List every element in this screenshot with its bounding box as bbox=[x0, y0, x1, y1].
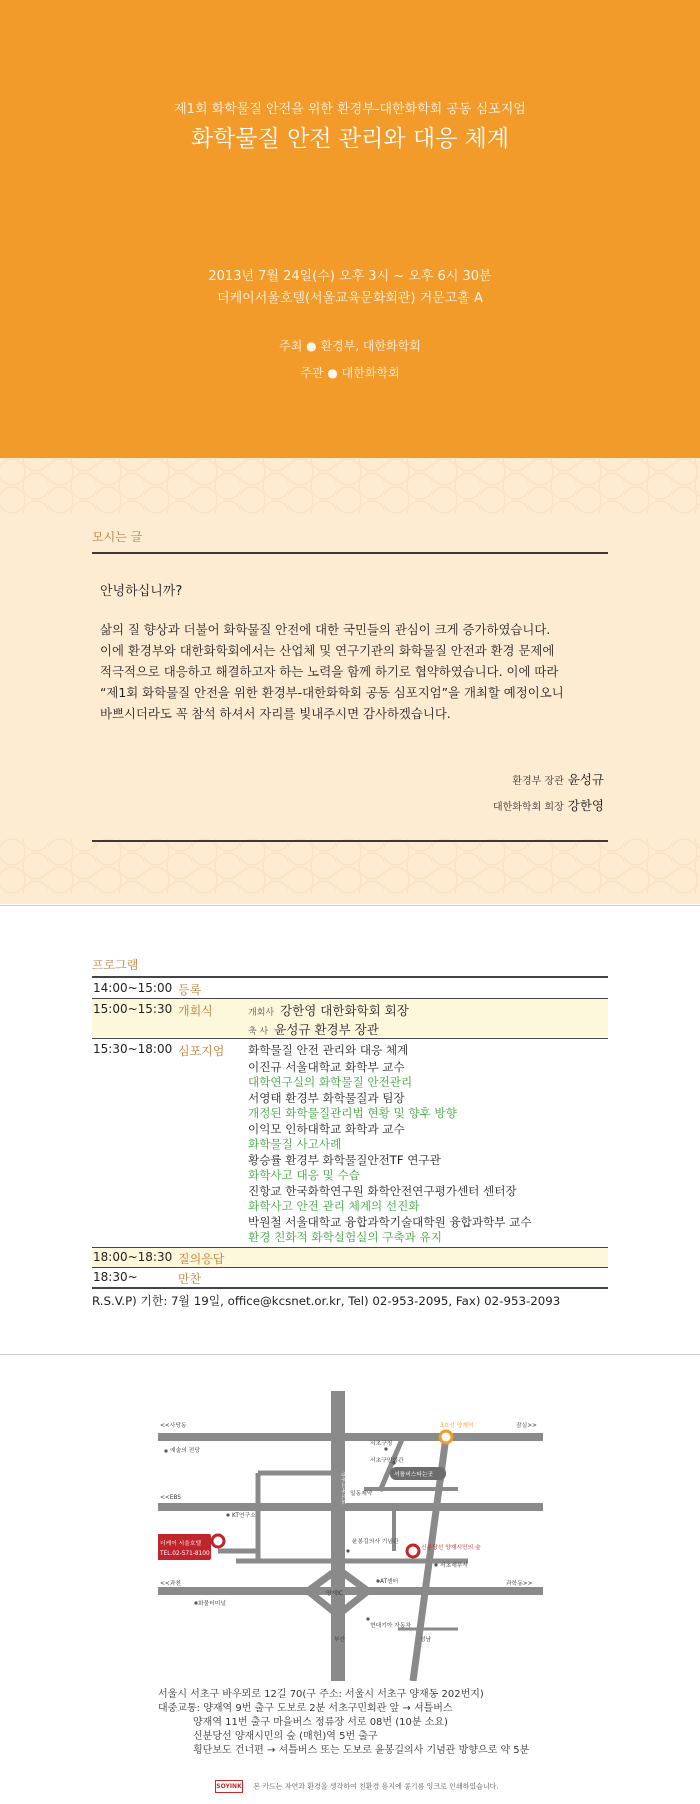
event-organizer: 주관 ● 대한화학회 bbox=[300, 366, 400, 380]
talk-speaker: 이진규 서울대학교 화학부 교수 bbox=[248, 1060, 405, 1074]
program-item: 심포지엄 bbox=[178, 1044, 225, 1058]
talk-speaker: 박원철 서울대학교 융합과학기술대학원 융합과학부 교수 bbox=[248, 1215, 532, 1229]
signature-title: 환경부 장관 bbox=[512, 776, 564, 787]
letter-line: “제1회 화학물질 안전을 위한 환경부-대한화학회 공동 심포지엄”을 개최할 예정이오니 bbox=[100, 685, 564, 700]
program-item: 개회식 bbox=[178, 1004, 213, 1018]
transit-line: 대중교통: 양재역 9번 출구 도보로 2분 서초구민회관 앞 → 셔틀버스 bbox=[158, 1703, 453, 1714]
program-time: 14:00~15:00 bbox=[93, 981, 173, 995]
opening-name: 강한영 대한화학회 회장 bbox=[280, 1003, 409, 1018]
map-label: 서초구청 bbox=[370, 1441, 393, 1447]
eco-footer bbox=[215, 1780, 499, 1793]
opening-name: 윤성규 환경부 장관 bbox=[274, 1022, 379, 1037]
event-title: 화학물질 안전 관리와 대응 체계 bbox=[190, 126, 510, 152]
letter-line: 바쁘시더라도 꼭 참석 하셔서 자리를 빛내주시면 감사하겠습니다. bbox=[100, 706, 451, 721]
invitation-letter bbox=[0, 458, 700, 904]
symposium-title: 화학물질 안전 관리와 대응 체계 bbox=[248, 1043, 409, 1057]
program-bottom-rule bbox=[92, 1287, 608, 1289]
transit-line: 신분당선 양재시민의 숲 (매헌)역 5번 출구 bbox=[193, 1731, 378, 1742]
program-row bbox=[92, 1268, 608, 1287]
opening-speaker bbox=[248, 1020, 379, 1038]
program-time: 15:00~15:30 bbox=[93, 1002, 173, 1016]
eco-note: 본 카드는 자연과 환경을 생각하여 친환경 용지에 콩기름 잉크로 인쇄하였습니다. bbox=[253, 1782, 499, 1791]
map-label: 경부고속도로 bbox=[340, 1471, 346, 1505]
program-item: 질의응답 bbox=[178, 1252, 225, 1266]
talk-speaker: 진항교 한국화학연구원 화학안전연구평가센터 센터장 bbox=[248, 1184, 517, 1198]
letter-greeting: 안녕하십니까? bbox=[100, 584, 183, 599]
map-label: 서초구민회관 bbox=[370, 1458, 404, 1464]
decorative-pattern-top bbox=[0, 458, 700, 514]
opening-speaker bbox=[248, 1001, 409, 1019]
signature-name: 강한영 bbox=[567, 798, 604, 813]
address-text: 서울시 서초구 바우뫼로 12길 70(구 주소: 서울시 서초구 양재동 202번지) bbox=[158, 1689, 484, 1700]
talk-topic: 환경 친화적 화학실험실의 구축과 유지 bbox=[248, 1230, 442, 1244]
event-date: 2013년 7월 24일(수) 오후 3시 ~ 오후 6시 30분 bbox=[208, 269, 492, 284]
signature-name: 윤성규 bbox=[567, 772, 604, 787]
transit-line: 양재역 11번 출구 마을버스 정류장 서로 08번 (10분 소요) bbox=[193, 1717, 448, 1728]
map-label: 화물터미널 bbox=[198, 1601, 226, 1607]
map-label: 현대기아 자동차 bbox=[370, 1623, 412, 1629]
transit-line: 횡단보도 건너편 → 셔틀버스 또는 도보로 윤봉길의사 기념관 방향으로 약 5분 bbox=[193, 1745, 530, 1756]
talk-speaker: 황승률 환경부 화학물질안전TF 연구관 bbox=[248, 1153, 441, 1167]
map-label: 성남 bbox=[420, 1637, 432, 1643]
talk-speaker: 이익모 인하대학교 화학과 교수 bbox=[248, 1122, 405, 1136]
decorative-pattern-bottom bbox=[0, 838, 700, 894]
letter-bottom-rule bbox=[92, 840, 608, 842]
header-banner bbox=[0, 0, 700, 458]
map-label: 셔틀버스타는곳 bbox=[394, 1472, 434, 1478]
location-map bbox=[158, 1391, 543, 1681]
signature-title: 대한화학회 회장 bbox=[492, 802, 564, 813]
signature-minister bbox=[512, 770, 604, 788]
map-label: 서초세무서 bbox=[440, 1563, 468, 1569]
station-marker-icon bbox=[440, 1431, 452, 1443]
opening-role: 개회사 bbox=[248, 1008, 275, 1018]
program-title: 프로그램 bbox=[92, 958, 139, 972]
program-row bbox=[92, 1248, 608, 1267]
letter-line: 이에 환경부와 대한화학회에서는 산업체 및 연구기관의 화학물질 안전과 환경 문제에 bbox=[100, 643, 555, 658]
map-label: <<사당동 bbox=[160, 1423, 187, 1429]
map-label: 잠실>> bbox=[516, 1423, 537, 1429]
letter-top-rule bbox=[92, 552, 608, 554]
event-host: 주최 ● 환경부, 대한화학회 bbox=[279, 339, 421, 353]
event-venue: 더케이서울호텔(서울교육문화회관) 거문고홀 A bbox=[217, 291, 483, 306]
station-marker-icon bbox=[407, 1545, 419, 1557]
soyink-logo: SOYINK bbox=[215, 1780, 243, 1793]
map-label: TEL.02-571-8100 bbox=[160, 1551, 210, 1557]
letter-line: 삶의 질 향상과 더불어 화학물질 안전에 대한 국민들의 관심이 크게 증가하였습니다. bbox=[100, 622, 551, 637]
talk-topic: 대학연구실의 화학물질 안전관리 bbox=[248, 1075, 413, 1089]
program-item: 만찬 bbox=[178, 1272, 202, 1286]
directions bbox=[158, 1688, 529, 1758]
map-label: 부산 bbox=[334, 1637, 346, 1643]
talk-topic: 화학사고 대응 및 수습 bbox=[248, 1168, 360, 1182]
talk-topic: 화학물질 사고사례 bbox=[248, 1137, 342, 1151]
program-time: 18:30~ bbox=[93, 1270, 138, 1284]
map-label: <<EBS bbox=[160, 1495, 181, 1501]
location-section bbox=[0, 1355, 700, 1804]
map-label: KT연구소 bbox=[232, 1513, 256, 1519]
map-label: 신분당선 양재시민의 숲 bbox=[421, 1545, 481, 1551]
program-time: 15:30~18:00 bbox=[93, 1042, 173, 1056]
signature-president bbox=[493, 796, 604, 814]
program-section bbox=[0, 906, 700, 1354]
map-label: 3호선 양재역 bbox=[440, 1423, 474, 1429]
opening-role: 축 사 bbox=[248, 1027, 269, 1037]
map-label: 예술의 전당 bbox=[170, 1448, 200, 1454]
map-label: AT센터 bbox=[380, 1579, 399, 1585]
map-label: 윤봉길의사 기념관 bbox=[352, 1539, 399, 1545]
talk-speaker: 서영태 환경부 화학물질과 팀장 bbox=[248, 1091, 405, 1105]
map-label: 더케이 서울호텔 bbox=[160, 1541, 202, 1547]
talk-topic: 개정된 화학물질관리법 현황 및 향후 방향 bbox=[248, 1106, 457, 1120]
map-label: 일동제약 bbox=[350, 1491, 373, 1497]
program-item: 등록 bbox=[178, 983, 202, 997]
map-label: 과학동>> bbox=[506, 1581, 533, 1587]
talk-topic: 화학사고 안전 관리 체계의 선진화 bbox=[248, 1199, 420, 1213]
program-row bbox=[92, 978, 608, 998]
map-label: 양재IC bbox=[326, 1591, 343, 1597]
letter-line: 적극적으로 대응하고 해결하고자 하는 노력을 함께 하기로 협약하였습니다. 이에 따라 bbox=[100, 664, 559, 679]
event-supertitle: 제1회 화학물질 안전을 위한 환경부-대한화학회 공동 심포지엄 bbox=[174, 102, 526, 117]
program-time: 18:00~18:30 bbox=[93, 1250, 173, 1264]
letter-label: 모시는 글 bbox=[92, 530, 143, 544]
hotel-marker-icon bbox=[212, 1535, 224, 1547]
rsvp-info: R.S.V.P) 기한: 7월 19일, office@kcsnet.or.kr, Tel) 02-953-2095, Fax) 02-953-2093 bbox=[92, 1294, 561, 1308]
map-label: <<과천 bbox=[160, 1581, 181, 1587]
